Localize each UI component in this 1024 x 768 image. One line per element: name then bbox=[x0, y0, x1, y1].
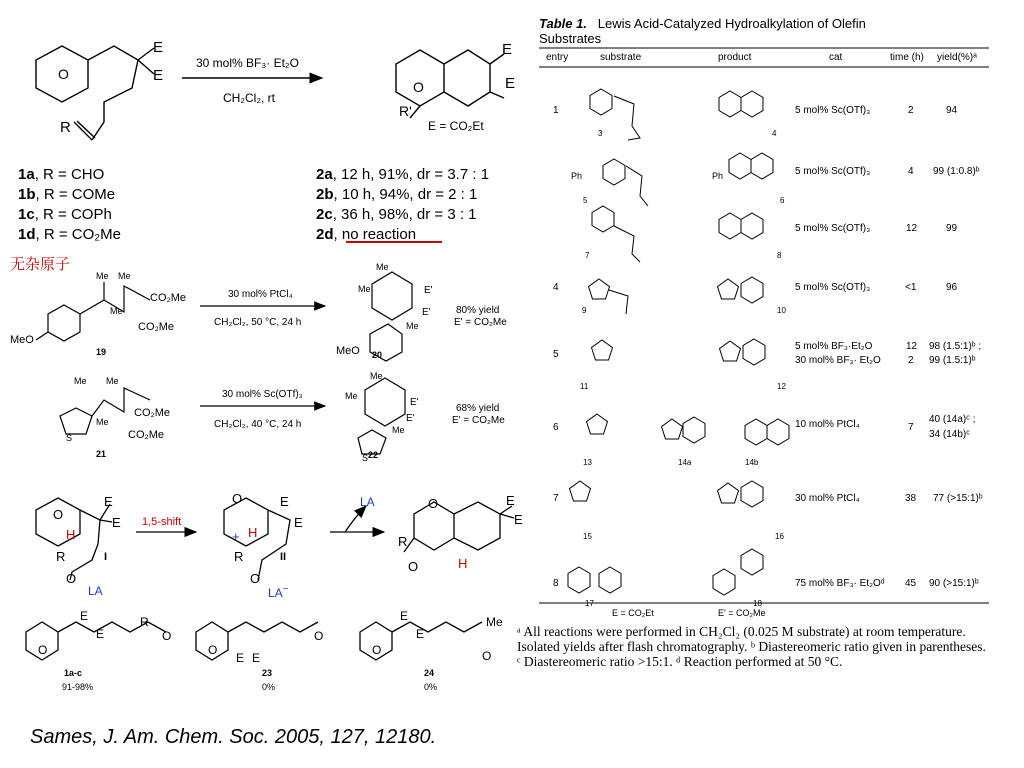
control1-id: 1a-c bbox=[64, 668, 83, 678]
table-row-6-time: 7 bbox=[908, 422, 914, 433]
mech2-lewis-acid: LA− bbox=[268, 584, 289, 600]
table-row-2-cat: 5 mol% Sc(OTf)₃ bbox=[795, 166, 871, 177]
table-row-4-product-id: 10 bbox=[777, 306, 786, 315]
control2-E2: E bbox=[252, 651, 261, 665]
control3-me: Me bbox=[486, 615, 503, 629]
control2-oxygen: O bbox=[208, 643, 218, 657]
table-caption-line1: Table 1. Lewis Acid-Catalyzed Hydroalkylation of Olefin bbox=[539, 16, 866, 31]
scheme3-product-id: 22 bbox=[368, 450, 379, 460]
mech2-R: R bbox=[234, 549, 244, 564]
mech2-plus: + bbox=[232, 529, 240, 544]
mech-released-lewis-acid: LA bbox=[360, 495, 375, 509]
scheme3-product-me-1: Me bbox=[370, 371, 383, 381]
scheme3-product-E2: E' bbox=[406, 413, 415, 424]
table-row-5-substrate-id: 11 bbox=[580, 382, 589, 391]
scheme2-ester-definition: E' = CO₂Me bbox=[454, 317, 507, 328]
table-row-4-yield: 96 bbox=[946, 282, 958, 293]
product-2c: 2c, 36 h, 98%, dr = 3 : 1 bbox=[316, 206, 477, 223]
product-2d: 2d, no reaction bbox=[316, 226, 417, 243]
control3-E2: E bbox=[416, 627, 425, 641]
control3-oxygen: O bbox=[372, 643, 382, 657]
table-row-8-yield: 90 (>15:1)ᵇ bbox=[929, 578, 979, 589]
scheme2-reagent: 30 mol% PtCl₄ bbox=[228, 289, 293, 300]
table-row-5-time: 12 bbox=[906, 341, 918, 352]
substrate-1a: 1a, R = CHO bbox=[18, 166, 105, 183]
table-row-6-entry: 6 bbox=[553, 422, 559, 433]
table-row-2-substrate-id: 5 bbox=[583, 196, 588, 205]
scheme3-product-structure bbox=[358, 378, 405, 454]
scheme1-ester-E2: E bbox=[153, 67, 164, 84]
scheme2-product-meo: MeO bbox=[336, 345, 360, 357]
table-row-8-cat: 75 mol% BF₃· Et₂Oᵈ bbox=[795, 578, 885, 589]
table-row-7-time: 38 bbox=[905, 493, 917, 504]
scheme1-solvent: CH₂Cl₂, rt bbox=[223, 91, 275, 105]
scheme2-co2me-2: CO₂Me bbox=[138, 321, 175, 333]
table-row-5-entry: 5 bbox=[553, 349, 559, 360]
scheme3-me-3: Me bbox=[96, 417, 109, 427]
scheme3-product-me-2: Me bbox=[345, 391, 358, 401]
table-header-cat: cat bbox=[829, 52, 843, 63]
table-row-3-time: 12 bbox=[906, 223, 918, 234]
scheme1-product-oxygen: O bbox=[413, 79, 424, 95]
mech-product-oxygen: O bbox=[428, 496, 439, 511]
table-row-6-yield: 40 (14a)ᶜ ; bbox=[929, 414, 976, 425]
scheme3-me-1: Me bbox=[74, 376, 87, 386]
control2-E1: E bbox=[236, 651, 245, 665]
scheme3-product-sulfur: S bbox=[362, 453, 369, 463]
scheme3-product-me-3: Me bbox=[392, 425, 405, 435]
mechanism-product-structure bbox=[404, 502, 514, 552]
table-row-1-time: 2 bbox=[908, 105, 914, 116]
table-row-4-entry: 4 bbox=[553, 282, 559, 293]
scheme2-substrate-structure bbox=[36, 282, 150, 341]
control1-E2: E bbox=[96, 627, 105, 641]
scheme3-conditions: CH₂Cl₂, 40 °C, 24 h bbox=[214, 419, 302, 430]
table-row-5-yield-2: 99 (1.5:1)ᵇ bbox=[929, 355, 976, 366]
table-row-1-entry: 1 bbox=[553, 105, 559, 116]
table-row-2-time: 4 bbox=[908, 166, 914, 177]
table-row-8-substrate-id: 17 bbox=[585, 599, 594, 608]
table-row-7-substrate-id: 15 bbox=[583, 532, 592, 541]
table-row-4-substrate-id: 9 bbox=[582, 306, 587, 315]
scheme3-ester-definition: E' = CO₂Me bbox=[452, 415, 505, 426]
scheme1-substrate-list bbox=[18, 166, 121, 246]
scheme3-me-2: Me bbox=[106, 376, 119, 386]
control1-carbonyl: O bbox=[162, 629, 172, 643]
control2-yield: 0% bbox=[262, 682, 276, 692]
scheme2-me-1: Me bbox=[96, 271, 109, 281]
scheme2-me-2: Me bbox=[118, 271, 131, 281]
scheme3-co2me-1: CO₂Me bbox=[134, 407, 171, 419]
table-row-6-product-b-id: 14b bbox=[745, 458, 759, 467]
control1-oxygen: O bbox=[38, 643, 48, 657]
table-product-drawings bbox=[662, 91, 790, 595]
mech-product-carbonyl-oxygen: O bbox=[408, 559, 419, 574]
table-row-8-time: 45 bbox=[905, 578, 917, 589]
mech1-E2: E bbox=[112, 515, 121, 530]
table-row-1-product-id: 4 bbox=[772, 129, 777, 138]
scheme2-product-E2: E' bbox=[422, 307, 431, 318]
table-legend-e-prime: E' = CO₂Me bbox=[718, 608, 766, 618]
table-row-3-product-id: 8 bbox=[777, 251, 782, 260]
table-header-yield: yield(%)ᵃ bbox=[937, 52, 977, 63]
mech2-label: II bbox=[280, 551, 287, 563]
table-row-6-product-a-id: 14a bbox=[678, 458, 692, 467]
scheme2-conditions: CH₂Cl₂, 50 °C, 24 h bbox=[214, 317, 302, 328]
mech-product-R: R bbox=[398, 534, 408, 549]
scheme2-product-me-3: Me bbox=[406, 321, 419, 331]
table-row-3-cat: 5 mol% Sc(OTf)₃ bbox=[795, 223, 871, 234]
table-row-7-entry: 7 bbox=[553, 493, 559, 504]
table-row-5-yield: 98 (1.5:1)ᵇ ; bbox=[929, 341, 982, 352]
mech-product-E2: E bbox=[514, 512, 523, 527]
table-row-3-yield: 99 bbox=[946, 223, 958, 234]
table-row-2-ph: Ph bbox=[571, 171, 583, 181]
product-2b: 2b, 10 h, 94%, dr = 2 : 1 bbox=[316, 186, 478, 203]
scheme1-substrate-structure bbox=[36, 46, 154, 140]
scheme2-product-structure bbox=[370, 272, 412, 361]
mech2-carbonyl-oxygen: O bbox=[250, 571, 261, 586]
table-row-4-cat: 5 mol% Sc(OTf)₃ bbox=[795, 282, 871, 293]
scheme3-reagent: 30 mol% Sc(OTf)₃ bbox=[222, 389, 303, 400]
table-row-2-yield: 99 (1:0.8)ᵇ bbox=[933, 166, 980, 177]
table-row-7-product-id: 16 bbox=[775, 532, 784, 541]
scheme1-ester-E1: E bbox=[153, 39, 164, 56]
mech-product-hydrogen: H bbox=[458, 556, 468, 571]
scheme3-yield: 68% yield bbox=[456, 403, 500, 414]
substrate-1d: 1d, R = CO₂Me bbox=[18, 226, 121, 243]
scheme3-product-E1: E' bbox=[410, 397, 419, 408]
mech1-label: I bbox=[104, 551, 108, 563]
scheme1-R-label: R bbox=[60, 119, 71, 136]
table-row-4-time: <1 bbox=[905, 282, 917, 293]
no-reaction-text: no reaction bbox=[341, 226, 417, 243]
table-row-1-cat: 5 mol% Sc(OTf)₃ bbox=[795, 105, 871, 116]
control2-id: 23 bbox=[262, 668, 273, 678]
table-row-2-product-ph: Ph bbox=[712, 171, 724, 181]
table-header-product: product bbox=[718, 52, 752, 63]
scheme2-me-3: Me bbox=[110, 306, 123, 316]
control3-E1: E bbox=[400, 609, 409, 623]
table-header-time: time (h) bbox=[890, 52, 924, 63]
table-header-entry: entry bbox=[546, 52, 569, 63]
scheme2-co2me-1: CO₂Me bbox=[150, 292, 187, 304]
substrate-1b: 1b, R = COMe bbox=[18, 186, 116, 203]
mech1-carbonyl-oxygen: O bbox=[66, 571, 77, 586]
annotation-no-extra-atoms: 无杂原子 bbox=[10, 255, 71, 273]
scheme2-product-me-1: Me bbox=[376, 262, 389, 272]
table-row-6-cat: 10 mol% PtCl₄ bbox=[795, 419, 860, 430]
table-header-substrate: substrate bbox=[600, 52, 642, 63]
control1-R: R bbox=[140, 615, 149, 629]
scheme2-product-me-2: Me bbox=[358, 284, 371, 294]
table-row-7-yield: 77 (>15:1)ᵇ bbox=[933, 493, 983, 504]
scheme1-ester-definition: E = CO₂Et bbox=[428, 119, 484, 133]
mech1-R: R bbox=[56, 549, 66, 564]
control3-id: 24 bbox=[424, 668, 435, 678]
substrate-1c: 1c, R = COPh bbox=[18, 206, 112, 223]
scheme3-sulfur: S bbox=[66, 433, 73, 443]
scheme1-product-E1: E bbox=[502, 41, 513, 58]
scheme2-meo: MeO bbox=[10, 334, 34, 346]
control3-yield: 0% bbox=[424, 682, 438, 692]
scheme1-product-list bbox=[316, 166, 489, 246]
scheme1-product-E2: E bbox=[505, 75, 516, 92]
scheme2-product-id: 20 bbox=[372, 350, 383, 360]
table-row-8-entry: 8 bbox=[553, 578, 559, 589]
table-row-2-product-id: 6 bbox=[780, 196, 785, 205]
table-footnotes: ᵃ All reactions were performed in CH₂Cl₂ (0.025 M substrate) at room temperature. Isolated yields after flash chromatography. ᵇ Diastereomeric ratio given in parentheses. ᶜ Diastereomeric ratio >15:1. ᵈ Reaction performed at 50 °C. bbox=[517, 624, 986, 669]
table-row-1-yield: 94 bbox=[946, 105, 958, 116]
table-row-5-cat: 5 mol% BF₃·Et₂O bbox=[795, 341, 873, 352]
scheme1-product-R: R' bbox=[399, 103, 412, 119]
table-substrate-drawings bbox=[568, 89, 648, 593]
mech1-hydrogen: H bbox=[66, 527, 76, 542]
table-row-5-time-2: 2 bbox=[908, 355, 914, 366]
scheme2-product-E1: E' bbox=[424, 285, 433, 296]
table-row-5-cat-2: 30 mol% BF₃· Et₂O bbox=[795, 355, 881, 366]
table-legend-e: E = CO₂Et bbox=[612, 608, 654, 618]
scheme3-substrate-id: 21 bbox=[96, 449, 107, 459]
mech2-oxygen: O bbox=[232, 491, 243, 506]
scheme2-substrate-id: 19 bbox=[96, 347, 107, 357]
scheme1-oxygen: O bbox=[58, 66, 69, 82]
table-row-6-yield-2: 34 (14b)ᶜ bbox=[929, 429, 970, 440]
mech-product-E1: E bbox=[506, 493, 515, 508]
mech1-E1: E bbox=[104, 494, 113, 509]
mech2-hydrogen: H bbox=[248, 525, 258, 540]
mech1-oxygen: O bbox=[53, 507, 64, 522]
scheme1-reagent: 30 mol% BF₃· Et₂O bbox=[196, 56, 299, 70]
table-caption-line2: Substrates bbox=[539, 31, 602, 46]
table-row-6-substrate-id: 13 bbox=[583, 458, 592, 467]
citation: Sames, J. Am. Chem. Soc. 2005, 127, 12180. bbox=[30, 726, 437, 748]
control1-E1: E bbox=[80, 609, 89, 623]
control1-yield: 91-98% bbox=[62, 682, 94, 692]
product-2a: 2a, 12 h, 91%, dr = 3.7 : 1 bbox=[316, 166, 490, 183]
scheme3-co2me-2: CO₂Me bbox=[128, 429, 165, 441]
table-row-1-substrate-id: 3 bbox=[598, 129, 603, 138]
table-row-3-substrate-id: 7 bbox=[585, 251, 590, 260]
scheme2-yield: 80% yield bbox=[456, 305, 500, 316]
control2-carbonyl: O bbox=[314, 629, 324, 643]
mech-shift-label: 1,5-shift bbox=[142, 516, 182, 528]
table-row-7-cat: 30 mol% PtCl₄ bbox=[795, 493, 860, 504]
mech2-E1: E bbox=[280, 494, 289, 509]
mech2-E2: E bbox=[294, 515, 303, 530]
mech1-lewis-acid: LA bbox=[88, 584, 103, 598]
control3-carbonyl: O bbox=[482, 649, 492, 663]
table-row-8-product-id: 18 bbox=[753, 599, 762, 608]
lewis-acid-release-arrow bbox=[330, 506, 384, 532]
table-row-5-product-id: 12 bbox=[777, 382, 786, 391]
